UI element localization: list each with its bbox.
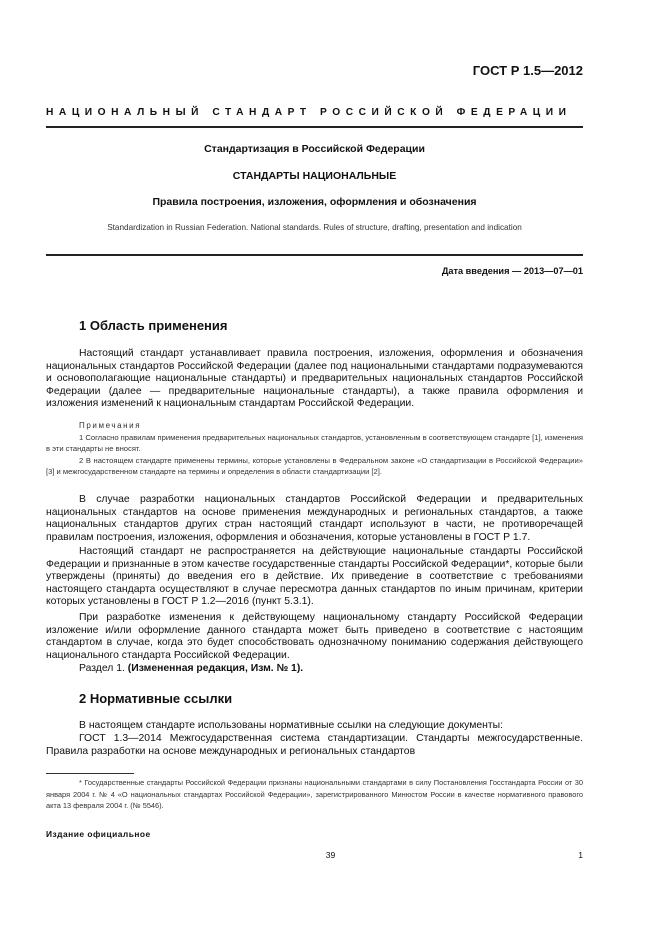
section-1-paragraph-3: Настоящий стандарт не распространяется на действующие национальные стандарты Российской Федерации и признанные в этом качестве государственные стандарты Российской Федерации*, которые были утверждены (приняты) до введения его в действие. Их приведение в соответствие с требованиями настоящего стандарта осуществляют в случае пересмотра данных стандартов по иным причинам, критерии которых установлены в ГОСТ Р 1.2—2016 (пункт 5.3.1). (46, 546, 583, 607)
page-number-right: 1 (578, 850, 583, 860)
title-line-1: Стандартизация в Российской Федерации (204, 143, 425, 155)
document-code: ГОСТ Р 1.5—2012 (472, 63, 583, 78)
section-2-heading: 2 Нормативные ссылки (79, 691, 233, 706)
title-rule (46, 254, 583, 256)
notes-label: Примечания (79, 421, 142, 430)
title-line-2: СТАНДАРТЫ НАЦИОНАЛЬНЫЕ (232, 170, 397, 182)
introduction-date: Дата введения — 2013—07—01 (441, 266, 583, 276)
section-1-paragraph-1: Настоящий стандарт устанавливает правила построения, изложения, оформления и обозначения национальных стандартов Российской Федерации (далее под национальными стандартами подразумеваются и основополагающие национальные стандарты) и предварительных национальных стандартов Российской Федерации (далее — предварительные национальные стандарты), а также правила оформления и изложения изменений к национальным стандартам Российской Федерации. (46, 348, 583, 409)
section-1-heading: 1 Область применения (79, 318, 228, 333)
section-2-paragraph-1: В настоящем стандарте использованы нормативные ссылки на следующие документы: (79, 720, 503, 731)
header-rule (46, 126, 583, 128)
title-line-3: Правила построения, изложения, оформления и обозначения (152, 196, 477, 208)
national-standard-banner: НАЦИОНАЛЬНЫЙ СТАНДАРТ РОССИЙСКОЙ ФЕДЕРАЦИИ (46, 107, 572, 118)
amendment-note (79, 663, 303, 676)
amendment-bold: (Измененная редакция, Изм. № 1). (127, 663, 304, 674)
amendment-prefix: Раздел 1. (79, 663, 128, 674)
footnote: * Государственные стандарты Российской Федерации признаны национальными стандартами в силу Постановления Госстандарта России от 30 января 2004 г. № 4 «О национальных стандартах Российской Федерации», зарегистрированного Минюстом России в качестве нормативного правового акта 13 февраля 2004 г. (№ 5546). (46, 778, 583, 810)
note-1: 1 Согласно правилам применения предварительных национальных стандартов, установленным в соответствующем стандарте [1], изменения в эти стандарты не вносят. (46, 433, 583, 453)
section-1-paragraph-2: В случае разработки национальных стандартов Российской Федерации и предварительных национальных стандартов на основе применения международных и региональных стандартов, а также национальных стандартов других стран настоящий стандарт используют в части, не противоречащей правилам построения, изложения, оформления и обозначения, которые установлены в ГОСТ Р 1.7. (46, 494, 583, 543)
section-1-paragraph-4: При разработке изменения к действующему национальному стандарту Российской Федерации изложение и/или оформление данного стандарта может быть приведено в соответствие с настоящим стандартом в случае, когда это будет способствовать однозначному пониманию содержания действующего национального стандарта Российской Федерации. (46, 612, 583, 661)
note-2: 2 В настоящем стандарте применены термины, которые установлены в Федеральном законе «О стандартизации в Российской Федерации» [3] и межгосударственном стандарте на термины и определения в области стандартизации [2]. (46, 456, 583, 476)
page-number-center: 39 (325, 850, 336, 860)
title-english: Standardization in Russian Federation. National standards. Rules of structure, drafting, presentation and indication (107, 223, 522, 232)
official-edition-label: Издание официальное (46, 829, 151, 839)
section-2-paragraph-2: ГОСТ 1.3—2014 Межгосударственная система стандартизации. Стандарты межгосударственные. Правила разработки на основе международных и региональных стандартов (46, 733, 583, 757)
footnote-separator (46, 773, 134, 774)
